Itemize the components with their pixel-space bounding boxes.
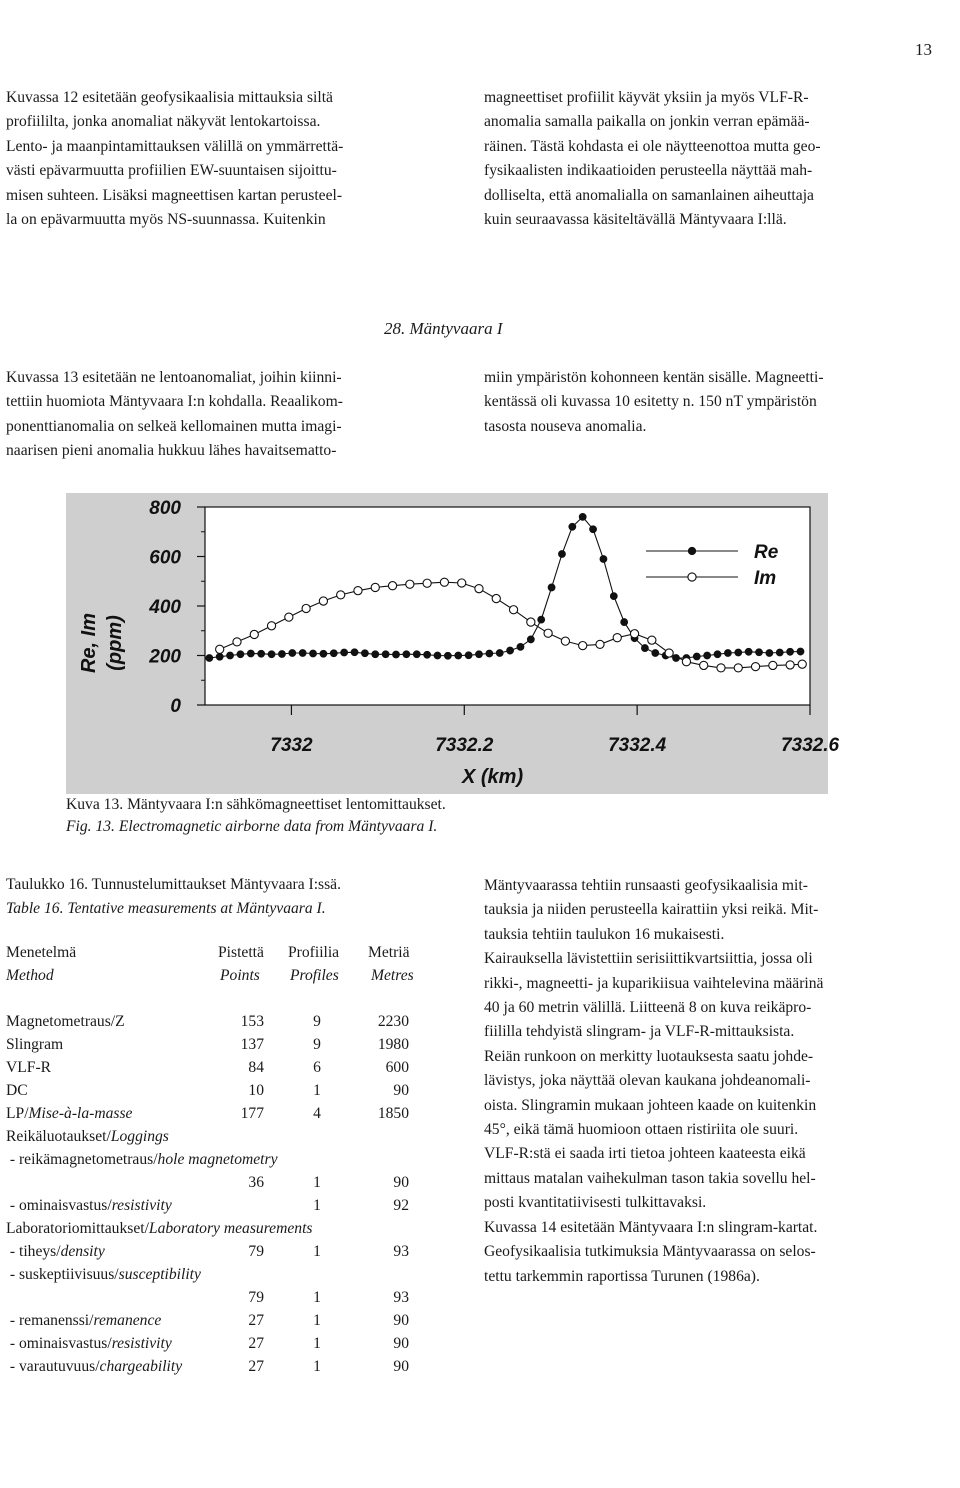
section-heading: 28. Mäntyvaara I [384, 319, 503, 338]
cell-method [6, 1220, 313, 1238]
point-im [354, 587, 362, 595]
header-method-en: Method [6, 967, 54, 984]
text-line: VLF-R:stä ei saada irti tietoa johteen kaateesta eikä [484, 1145, 806, 1163]
point-im [751, 663, 759, 671]
point-re [538, 616, 545, 623]
cell-profiles: 1 [313, 1243, 321, 1260]
text-line: misen suhteen. Lisäksi magneettisen kartan perusteel- [6, 186, 343, 204]
point-re [569, 523, 576, 530]
point-im [579, 642, 587, 650]
x-tick-label: 7332.6 [780, 735, 840, 756]
method-fi: Magnetometraus/Z [6, 1013, 125, 1030]
method-en: hole magnetometry [157, 1151, 278, 1168]
text-line: tasosta nouseva anomalia. [484, 417, 647, 435]
y-tick-label: 400 [149, 597, 181, 618]
text-line: kentässä oli kuvassa 10 esitetty n. 150 nT ympäristön [484, 393, 817, 411]
point-re [341, 649, 348, 656]
cell-profiles: 4 [313, 1105, 321, 1122]
cell-points: 27 [248, 1335, 264, 1352]
point-re [237, 651, 244, 658]
point-re [590, 526, 597, 533]
point-im [233, 638, 241, 646]
method-fi: - suskeptiivisuus/ [6, 1266, 119, 1283]
method-en: resistivity [111, 1335, 172, 1352]
paragraph-mid-right [484, 366, 914, 439]
x-tick-label: 7332 [270, 735, 313, 756]
text-line: tauksia tehtiin taulukon 16 mukaisesti. [484, 925, 725, 943]
header-profiles-en: Profiles [290, 967, 339, 984]
y-tick-label: 200 [149, 646, 181, 668]
cell-method [6, 1036, 63, 1054]
text-line: miin ympäristön kohonneen kentän sisälle. Magneetti- [484, 369, 824, 386]
method-fi: Slingram [6, 1036, 64, 1053]
method-en: resistivity [111, 1197, 172, 1214]
point-im [596, 640, 604, 648]
legend-label-im: Im [754, 568, 777, 589]
cell-method [6, 1358, 182, 1376]
point-im [319, 597, 327, 605]
point-im [371, 583, 379, 591]
text-line: oista. Slingramin mukaan johteen kaade on kuitenkin [484, 1096, 817, 1114]
point-im [388, 582, 396, 590]
text-line: naarisen pieni anomalia hukkuu lähes havaitsematto- [6, 442, 337, 460]
text-line: räinen. Tästä kohdasta ei ole näytteenottoa mutta geo- [484, 137, 821, 155]
point-im [458, 579, 466, 587]
cell-profiles: 1 [313, 1312, 321, 1329]
text-line: Kuvassa 13 esitetään ne lentoanomaliat, joihin kiinni- [6, 369, 342, 386]
text-line: dolliselta, että anomalialla on samanlainen aiheuttaja [484, 186, 814, 204]
point-re [756, 649, 763, 656]
paragraph-top-right [484, 86, 914, 232]
y-tick-label: 800 [149, 498, 181, 519]
cell-metres: 1980 [377, 1036, 409, 1053]
method-en: remanence [93, 1312, 162, 1329]
point-re [486, 650, 493, 657]
y-tick-label: 600 [149, 547, 181, 569]
point-im [786, 661, 794, 669]
point-im [302, 604, 310, 612]
cell-metres: 90 [393, 1335, 409, 1352]
paragraph-bottom-right [484, 874, 914, 1289]
point-im [665, 649, 673, 657]
point-re [279, 651, 286, 658]
point-re [465, 652, 472, 659]
point-re [787, 648, 794, 655]
point-re [724, 650, 731, 657]
cell-method [6, 1082, 28, 1100]
cell-points: 137 [240, 1036, 264, 1053]
text-line: tauksia ja niiden perusteella kairattiin yksi reikä. Mit- [484, 901, 819, 919]
cell-points: 79 [248, 1243, 264, 1260]
point-re [216, 653, 223, 660]
point-re [351, 649, 358, 656]
point-re [206, 655, 213, 662]
header-metres-en: Metres [371, 967, 414, 984]
table-caption-fi: Taulukko 16. Tunnustelumittaukset Mäntyvaara I:ssä. [6, 876, 342, 893]
cell-points: 27 [248, 1312, 264, 1329]
cell-profiles: 1 [313, 1335, 321, 1352]
point-im [492, 594, 500, 602]
cell-metres: 90 [393, 1174, 409, 1191]
point-im [423, 579, 431, 587]
point-im [613, 634, 621, 642]
text-line: Kairauksella lävistettiin serisiittikvartsiittia, jossa oli [484, 950, 813, 968]
header-points-fi: Pistettä [218, 944, 264, 961]
point-re [559, 551, 566, 558]
cell-method [6, 1197, 172, 1215]
cell-points: 36 [248, 1174, 264, 1191]
point-re [299, 650, 306, 657]
point-im [544, 629, 552, 637]
point-re [673, 655, 680, 662]
cell-metres: 92 [393, 1197, 409, 1214]
point-re [766, 650, 773, 657]
text-line: Reiän runkoon on merkitty luotauksesta saatu johde- [484, 1047, 814, 1065]
point-re [527, 636, 534, 643]
point-re [330, 650, 337, 657]
point-im [648, 636, 656, 644]
point-re [776, 649, 783, 656]
cell-points: 153 [240, 1013, 264, 1030]
point-re [382, 651, 389, 658]
method-fi: - reikämagnetometraus/ [6, 1151, 158, 1168]
text-line: fiililla tehdyistä slingram- ja VLF-R-mittauksista. [484, 1023, 795, 1041]
point-im [682, 658, 690, 666]
method-fi: Reikäluotaukset/ [6, 1128, 111, 1145]
point-re [247, 650, 254, 657]
point-re [579, 514, 586, 521]
cell-method [6, 1105, 132, 1123]
method-fi: - tiheys/ [6, 1243, 61, 1260]
text-line: magneettiset profiilit käyvät yksiin ja myös VLF-R- [484, 89, 809, 106]
point-re [361, 650, 368, 657]
figure-caption-fi: Kuva 13. Mäntyvaara I:n sähkömagneettiset lentomittaukset. [66, 796, 446, 813]
method-fi: LP/ [6, 1105, 29, 1122]
point-re [548, 584, 555, 591]
point-im [406, 580, 414, 588]
method-fi: Laboratoriomittaukset/ [6, 1220, 149, 1237]
cell-metres: 90 [393, 1312, 409, 1329]
text-line: profiililta, jonka anomaliat näkyvät lentokartoissa. [6, 113, 321, 131]
point-re [507, 647, 514, 654]
method-fi: - remanenssi/ [6, 1312, 94, 1329]
cell-points: 177 [240, 1105, 264, 1122]
point-re [600, 556, 607, 563]
table-caption-en: Table 16. Tentative measurements at Mäntyvaara I. [6, 900, 326, 917]
point-re [268, 651, 275, 658]
method-en: Loggings [110, 1128, 169, 1145]
x-tick-label: 7332.4 [608, 735, 667, 756]
header-method-fi: Menetelmä [6, 944, 77, 961]
cell-points: 10 [248, 1082, 264, 1099]
method-en: chargeability [99, 1358, 183, 1375]
point-im [630, 630, 638, 638]
point-re [434, 652, 441, 659]
point-re [714, 651, 721, 658]
cell-method [6, 1335, 172, 1353]
paragraph-mid-left [6, 366, 424, 464]
method-en: Laboratory measurements [148, 1220, 313, 1237]
point-im [216, 645, 224, 653]
text-line: tettiin huomiota Mäntyvaara I:n kohdalla. Reaalikom- [6, 393, 343, 411]
point-re [403, 651, 410, 658]
cell-metres: 1850 [377, 1105, 409, 1122]
point-im [769, 661, 777, 669]
cell-metres: 93 [393, 1289, 409, 1306]
point-im [798, 660, 806, 668]
legend-label-re: Re [754, 542, 779, 563]
cell-method [6, 1243, 105, 1261]
point-re [393, 651, 400, 658]
text-line: lävistys, joka näyttää olevan kaukana johdeanomali- [484, 1072, 811, 1090]
cell-method [6, 1312, 161, 1330]
text-line: Lento- ja maanpintamittauksen välillä on ymmärrettä- [6, 137, 344, 155]
text-line: ponenttianomalia on selkeä kellomainen mutta imagi- [6, 417, 342, 435]
method-fi: - ominaisvastus/ [6, 1335, 112, 1352]
cell-profiles: 1 [313, 1289, 321, 1306]
point-im [440, 578, 448, 586]
cell-profiles: 9 [313, 1036, 321, 1053]
point-re [610, 593, 617, 600]
point-re [693, 653, 700, 660]
y-tick-label: 0 [170, 696, 181, 717]
text-line: rikki-, magneetti- ja kuparikiisua vaihtelevina määrinä [484, 974, 824, 992]
cell-metres: 90 [393, 1358, 409, 1375]
point-re [424, 651, 431, 658]
paragraph-top-left [6, 86, 424, 232]
figure-caption-en: Fig. 13. Electromagnetic airborne data from Mäntyvaara I. [66, 818, 438, 835]
point-re [372, 651, 379, 658]
point-re [320, 650, 327, 657]
point-im [527, 618, 535, 626]
method-fi: - ominaisvastus/ [6, 1197, 112, 1214]
point-re [310, 650, 317, 657]
point-im [509, 606, 517, 614]
cell-method [6, 1266, 201, 1284]
text-line: mittaus matalan vaihekulman tason takia sovellu hel- [484, 1169, 816, 1187]
em-airborne-chart [66, 493, 840, 794]
cell-metres: 93 [393, 1243, 409, 1260]
cell-profiles: 1 [313, 1358, 321, 1375]
point-re [496, 650, 503, 657]
cell-points: 84 [248, 1059, 264, 1076]
y-axis-title-line2: (ppm) [104, 615, 126, 671]
method-fi: VLF-R [6, 1059, 52, 1076]
point-re [797, 648, 804, 655]
cell-metres: 2230 [377, 1013, 409, 1030]
point-re [621, 619, 628, 626]
text-line: västi epävarmuutta profiilien EW-suuntaisen sijoittu- [6, 162, 337, 180]
page-number: 13 [915, 40, 932, 59]
point-re [642, 645, 649, 652]
point-im [475, 585, 483, 593]
x-tick-label: 7332.2 [435, 735, 494, 756]
cell-profiles: 6 [313, 1059, 321, 1076]
x-axis-title: X (km) [462, 766, 524, 788]
text-line: la on epävarmuutta myös NS-suunnassa. Kuitenkin [6, 211, 326, 229]
point-re [745, 648, 752, 655]
text-line: fysikaalisten indikaatioiden perusteella näyttää mah- [484, 162, 813, 180]
point-im [250, 630, 258, 638]
header-points-en: Points [220, 967, 260, 984]
point-re [652, 650, 659, 657]
text-line: Kuvassa 14 esitetään Mäntyvaara I:n slingram-kartat. [484, 1218, 818, 1236]
point-im [285, 613, 293, 621]
point-re [517, 643, 524, 650]
point-re [258, 650, 265, 657]
point-re [413, 651, 420, 658]
legend-marker [688, 547, 695, 554]
cell-profiles: 1 [313, 1082, 321, 1099]
text-line: Kuvassa 12 esitetään geofysikaalisia mittauksia siltä [6, 89, 333, 106]
point-im [700, 661, 708, 669]
method-en: density [60, 1243, 105, 1260]
text-line: kuin seuraavassa käsiteltävällä Mäntyvaara I:llä. [484, 211, 787, 229]
method-fi: DC [6, 1082, 28, 1099]
point-re [704, 652, 711, 659]
chart-svg [66, 493, 840, 794]
method-fi: - varautuvuus/ [6, 1358, 100, 1375]
header-metres-fi: Metriä [368, 944, 410, 961]
point-re [735, 649, 742, 656]
text-line: Geofysikaalisia tutkimuksia Mäntyvaarassa on selos- [484, 1243, 816, 1261]
text-line: 45°, eikä tämä huomioon ottaen ristiriita ole suuri. [484, 1121, 799, 1139]
cell-profiles: 1 [313, 1197, 321, 1214]
text-line: posti kvantitatiivisesti tulkittavaksi. [484, 1194, 707, 1212]
point-im [561, 637, 569, 645]
cell-method [6, 1128, 169, 1146]
point-re [444, 652, 451, 659]
cell-profiles: 9 [313, 1013, 321, 1030]
method-en: susceptibility [118, 1266, 201, 1283]
point-re [227, 652, 234, 659]
cell-profiles: 1 [313, 1174, 321, 1191]
point-re [476, 651, 483, 658]
point-re [455, 652, 462, 659]
cell-metres: 90 [393, 1082, 409, 1099]
point-re [289, 650, 296, 657]
legend-marker [688, 573, 696, 581]
cell-points: 79 [248, 1289, 264, 1306]
cell-method [6, 1013, 125, 1031]
point-im [717, 664, 725, 672]
text-line: anomalia samalla paikalla on jonkin verran epämää- [484, 113, 810, 131]
point-im [337, 591, 345, 599]
method-en: Mise-à-la-masse [28, 1105, 133, 1122]
point-im [734, 664, 742, 672]
text-line: 40 ja 60 metrin välillä. Liitteenä 8 on kuva reikäpro- [484, 999, 812, 1017]
cell-method [6, 1151, 278, 1169]
cell-method [6, 1059, 51, 1077]
cell-points: 27 [248, 1358, 264, 1375]
text-line: Mäntyvaarassa tehtiin runsaasti geofysikaalisia mit- [484, 877, 808, 894]
point-im [267, 622, 275, 630]
header-profiles-fi: Profiilia [288, 944, 340, 961]
cell-metres: 600 [385, 1059, 409, 1076]
y-axis-title-line1: Re, Im [78, 612, 100, 674]
text-line: tettu tarkemmin raportissa Turunen (1986a). [484, 1267, 760, 1285]
